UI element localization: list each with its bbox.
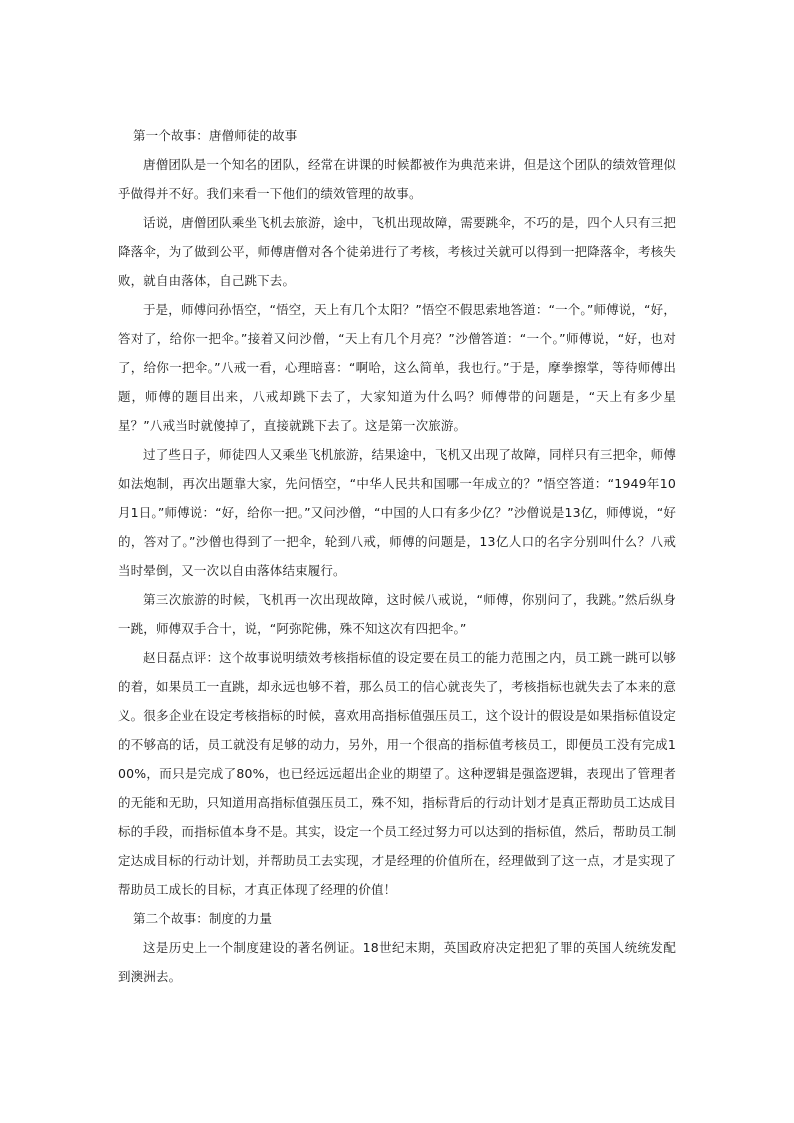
paragraph-story-two-intro: 这是历史上一个制度建设的著名例证。18世纪末期，英国政府决定把犯了罪的英国人统统发配到澳洲去。: [118, 940, 676, 984]
paragraph-first-trip: 于是，师傅问孙悟空，“悟空，天上有几个太阳？”悟空不假思索地答道：“一个。”师傅说，“好，答对了，给你一把伞。”接着又问沙僧，“天上有几个月亮？”沙僧答道：“一个。”师傅说，“好，也对了，给你一把伞。”八戒一看，心理暗喜：“啊哈，这么简单，我也行。”于是，摩拳擦掌，等待师傅出题，师傅的题目出来，八戒却跳下去了，大家知道为什么吗？师傅带的问题是，“天上有多少星星？”八戒当时就傻掉了，直接就跳下去了。这是第一次旅游。: [118, 302, 676, 433]
story-two-heading: 第二个故事：制度的力量: [133, 911, 273, 926]
paragraph-third-trip: 第三次旅游的时候，飞机再一次出现故障，这时候八戒说，“师傅，你别问了，我跳。”然后纵身一跳，师傅双手合十，说，“阿弥陀佛，殊不知这次有四把伞。”: [118, 592, 676, 636]
document-page: [118, 121, 676, 991]
paragraph-parachute-setup: 话说，唐僧团队乘坐飞机去旅游，途中，飞机出现故障，需要跳伞，不巧的是，四个人只有三把降落伞，为了做到公平，师傅唐僧对各个徒弟进行了考核，考核过关就可以得到一把降落伞，考核失败，就自由落体，自己跳下去。: [118, 215, 676, 288]
paragraph-commentary: 赵日磊点评：这个故事说明绩效考核指标值的设定要在员工的能力范围之内，员工跳一跳可以够的着，如果员工一直跳，却永远也够不着，那么员工的信心就丧失了，考核指标也就失去了本来的意义。很多企业在设定考核指标的时候，喜欢用高指标值强压员工，这个设计的假设是如果指标值设定的不够高的话，员工就没有足够的动力，另外，用一个很高的指标值考核员工，即便员工没有完成100%，而只是完成了80%，也已经远远超出企业的期望了。这种逻辑是强盗逻辑，表现出了管理者的无能和无助，只知道用高指标值强压员工，殊不知，指标背后的行动计划才是真正帮助员工达成目标的手段，而指标值本身不是。其实，设定一个员工经过努力可以达到的指标值，然后，帮助员工制定达成目标的行动计划，并帮助员工去实现，才是经理的价值所在，经理做到了这一点，才是实现了帮助员工成长的目标，才真正体现了经理的价值！: [118, 650, 676, 897]
story-one-heading: 第一个故事：唐僧师徒的故事: [133, 128, 298, 143]
paragraph-second-trip: 过了些日子，师徒四人又乘坐飞机旅游，结果途中，飞机又出现了故障，同样只有三把伞，师傅如法炮制，再次出题靠大家，先问悟空，“中华人民共和国哪一年成立的？”悟空答道：“1949年10月1日。”师傅说：“好，给你一把。”又问沙僧，“中国的人口有多少亿？”沙僧说是13亿，师傅说，“好的，答对了。”沙僧也得到了一把伞，轮到八戒，师傅的问题是，13亿人口的名字分别叫什么？八戒当时晕倒，又一次以自由落体结束履行。: [118, 447, 676, 578]
paragraph-intro: 唐僧团队是一个知名的团队，经常在讲课的时候都被作为典范来讲，但是这个团队的绩效管理似乎做得并不好。我们来看一下他们的绩效管理的故事。: [118, 157, 676, 201]
